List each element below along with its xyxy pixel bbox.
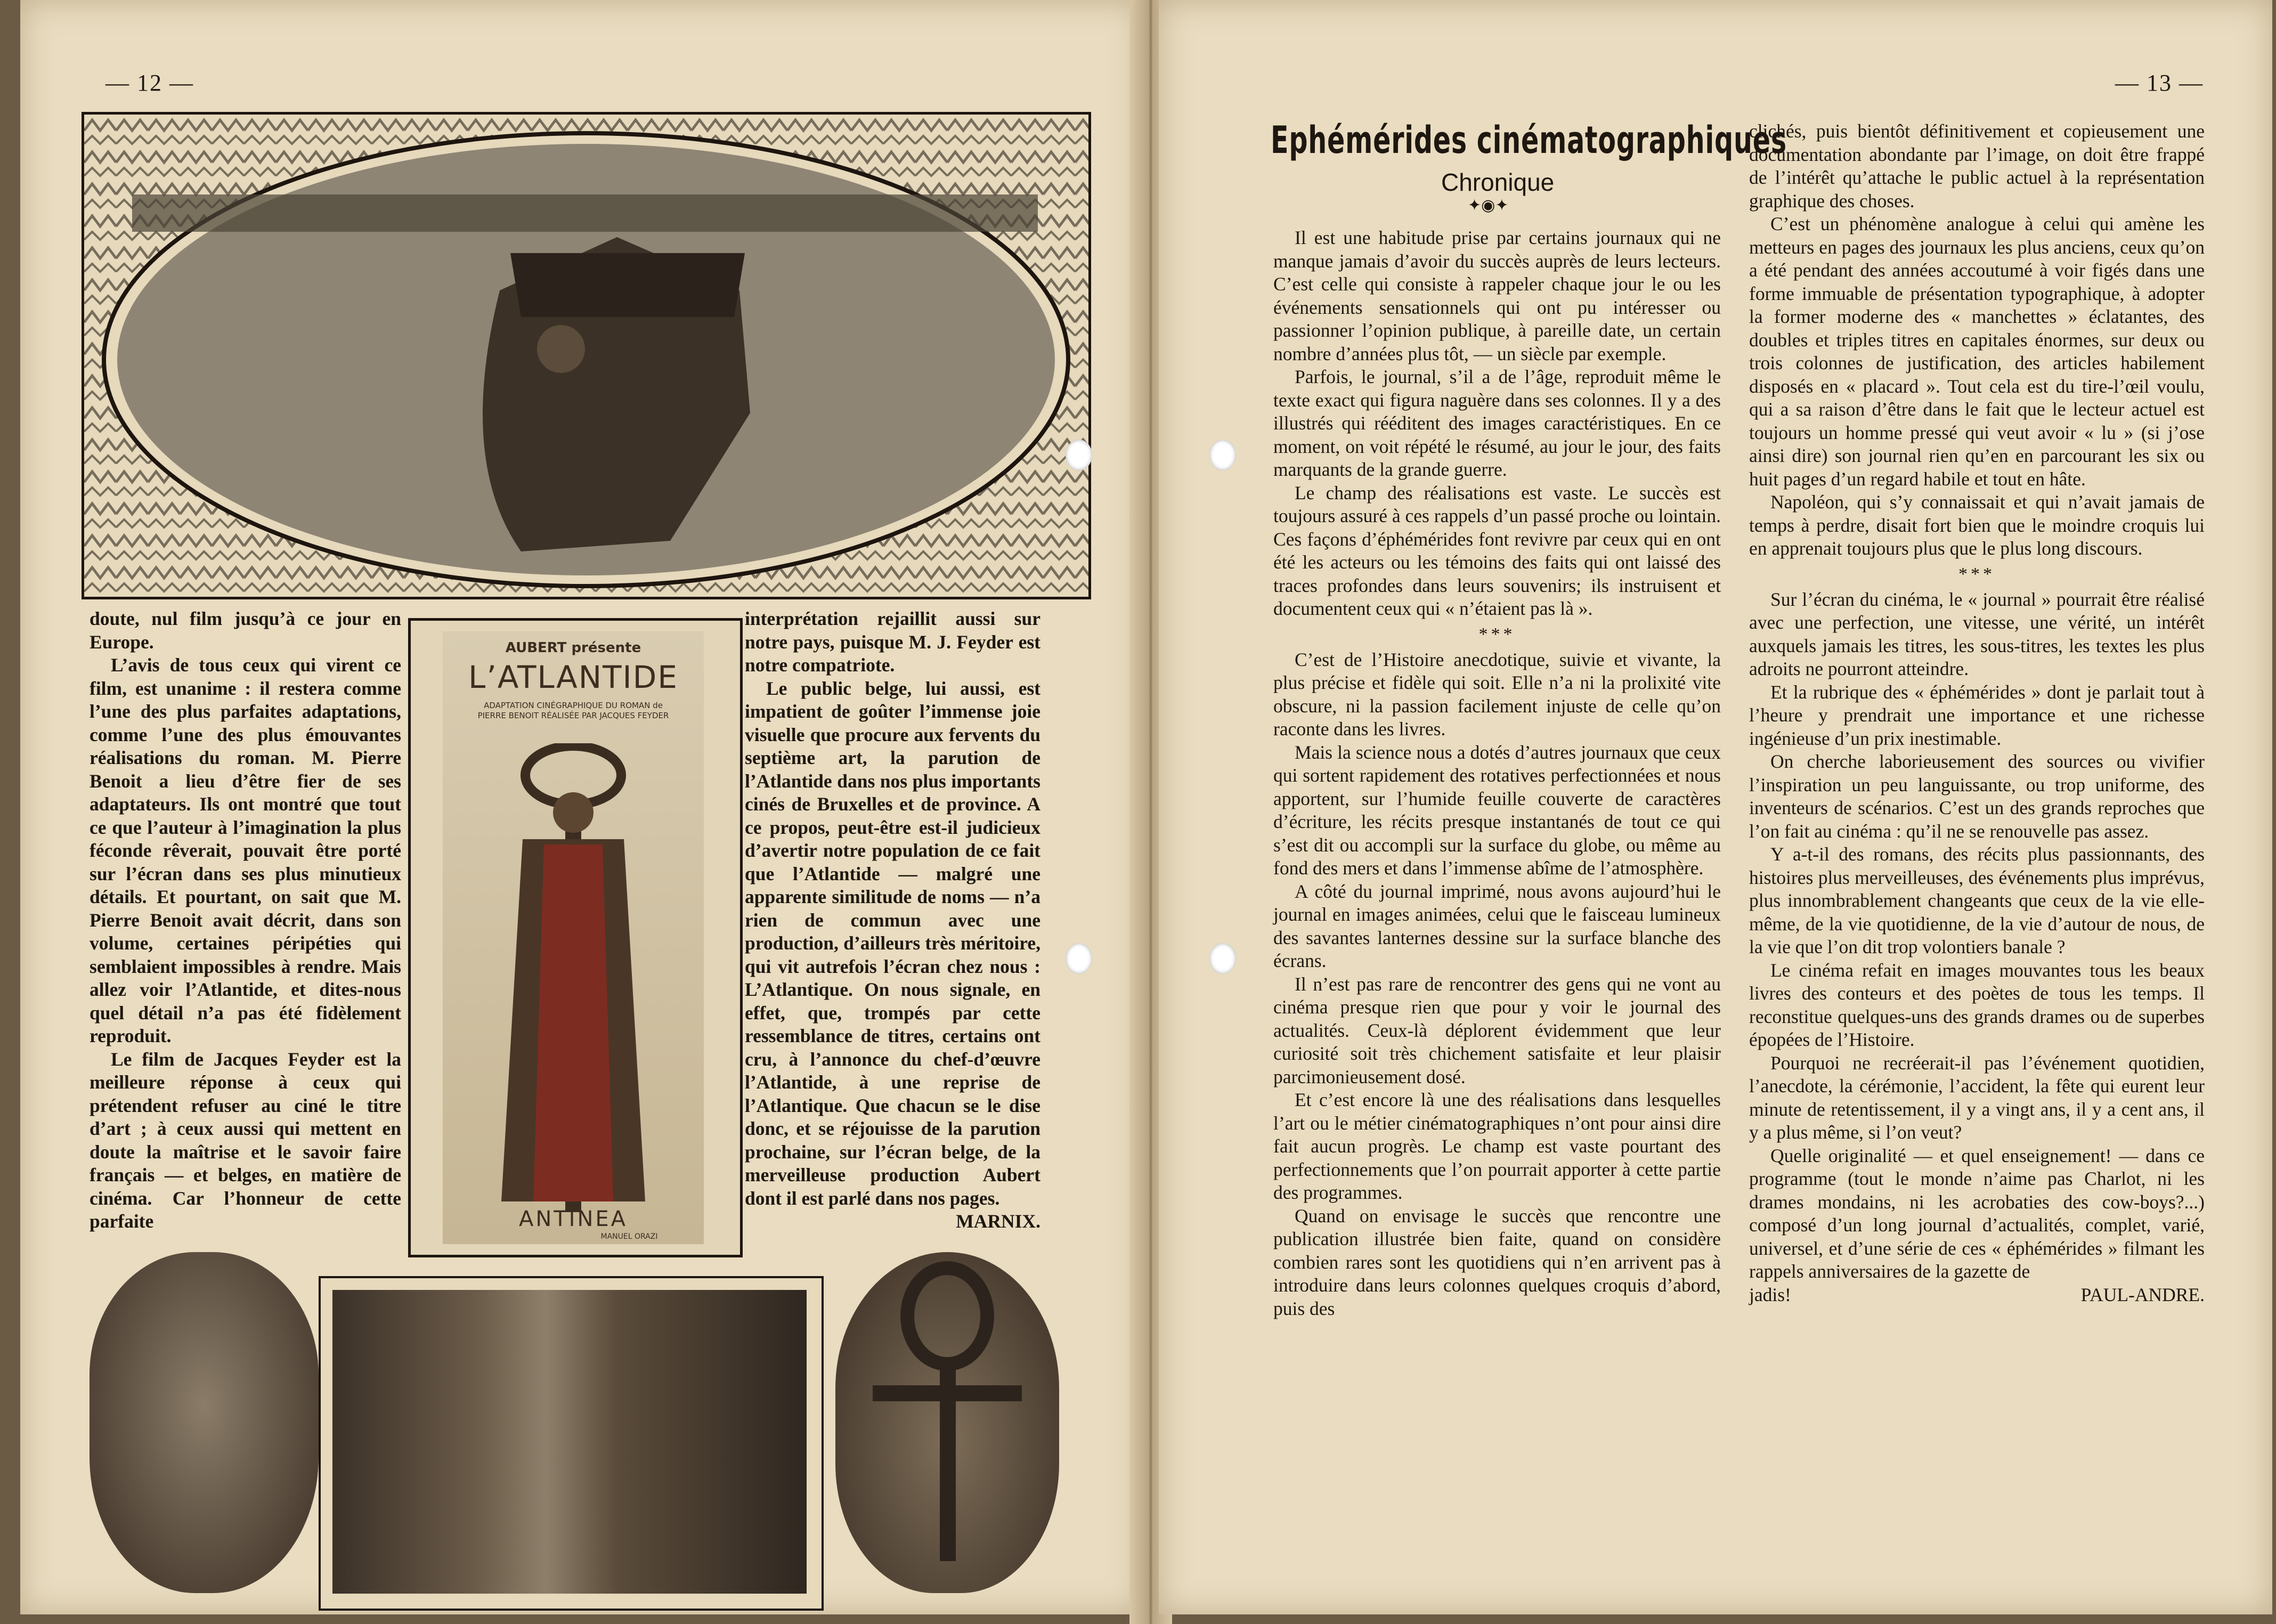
atlantide-poster — [443, 631, 704, 1244]
paragraph: Et c’est encore là une des réalisations dans lesquelles l’art ou le métier cinématographiques n’ont pour ainsi dire fait aucun progrès. Le champ est vaste pourtant des perfectionnements que l’on pourrait apporter à cette partie des programmes. — [1273, 1089, 1721, 1203]
film-still-frame — [319, 1276, 824, 1611]
decorative-border-illustration — [84, 115, 1088, 597]
ankh-relief-image — [835, 1252, 1059, 1593]
paragraph: Y a-t-il des romans, des récits plus passionnants, des histoires plus merveilleuses, des événements plus imprévus, plus innombrablement changeants que ceux de la vie elle-même, de la vie quotidienne, de la vie d’autour de nous, de la vie que l’on dit trop volontiers banale ? — [1749, 843, 2205, 957]
poster-title: L’ATLANTIDE — [468, 659, 678, 695]
page-number: — 12 — — [105, 70, 194, 96]
paragraph: doute, nul film jusqu’à ce jour en Europe. — [90, 608, 401, 653]
paragraph: A côté du journal imprimé, nous avons aujourd’hui le journal en images animées, celui que le faisceau lumineux des savantes lanternes dessine sur la surface blanche des écrans. — [1273, 880, 1721, 971]
closing-line — [1749, 1284, 2205, 1307]
antinea-figure-illustration — [464, 743, 682, 1212]
poster-credits: ADAPTATION CINÉGRAPHIQUE DU ROMAN de PIERRE BENOIT RÉALISÉE PAR JACQUES FEYDER — [477, 701, 669, 720]
article-column-1 — [90, 607, 401, 1233]
left-page — [20, 0, 1142, 1614]
section-separator: *** — [1958, 564, 1995, 584]
paragraph: Quand on envisage le succès que rencontre une publication illustrée bien faite, quand on considère combien rares sont les quotidiens qui n’en arrivent pas à introduire dans leurs colonnes quelques croquis d’abord, puis des — [1273, 1205, 1721, 1319]
title-ornament: ✦◉✦ — [1468, 197, 1509, 214]
paragraph: Le public belge, lui aussi, est impatient de goûter l’immense joie visuelle que procure aux fervents du septième art, la parution de l’Atlantide dans nos plus importants cinés de Bruxelles et de province. A ce propos, peut-être est-il judicieux d’avertir notre population de ce fait que l’Atlantide — malgré une apparente similitude de noms — n’a rien de commun avec une production, d’ailleurs très méritoire, qui vit autrefois l’écran chez nous : L’Atlantique. On nous signale, en effet, que, trompés par cette ressemblance de titres, certains ont cru, à l’annonce du chef-d’œuvre l’Atlantide, à une reprise de l’Atlantique. Que chacun se le dise donc, et se réjouisse de la parution prochaine, sur l’écran belge, de la merveilleuse production Aubert dont il est parlé dans nos pages. — [745, 677, 1041, 1209]
paragraph: Le film de Jacques Feyder est la meilleure réponse à ceux qui prétendent refuser au ciné le titre d’art ; à ceux aussi qui mettent en doute la maîtrise et le savoir faire français — et belges, en matière de cinéma. Car l’honneur de cette parfaite — [90, 1048, 401, 1232]
paragraph: Le champ des réalisations est vaste. Le succès est toujours assuré à ces rappels d’un passé proche ou lointain. Ces façons d’éphémérides font revivre par ceux qui en ont été les acteurs ou les témoins des faits qui ont laissé des traces profondes dans leurs souvenirs; ils instruisent et documentent ceux qui « n’étaient pas là ». — [1273, 482, 1721, 619]
paragraph: Quelle originalité — et quel enseignement! — dans ce programme (tout le monde n’aime pas Charlot, ni les drames mondains, ni les acrobaties des cow-boys?...) composé d’un long journal d’actualités, complet, varié, universel, et d’une série de ces « éphémérides » filmant les rappels anniversaires de la gazette de — [1749, 1144, 2205, 1282]
paragraph: C’est de l’Histoire anecdotique, suivie et vivante, la plus précise et fidèle qui soit. Elle n’a ni la prolixité vite obscure, ni la passion facilement injuste de celle qu’on raconte dans les livres. — [1273, 648, 1721, 740]
page-number: — 13 — — [2115, 70, 2204, 96]
paragraph: Parfois, le journal, s’il a de l’âge, reproduit même le texte exact qui figura naguère dans ses colonnes. Il y a des illustrés qui rééditent des images caractéristiques. En ce moment, on voit répété le résumé, au jour le jour, des faits marquants de la grande guerre. — [1273, 366, 1721, 480]
author-signature: PAUL-ANDRE. — [2080, 1284, 2205, 1305]
paragraph: C’est un phénomène analogue à celui qui amène les metteurs en pages des journaux les plus anciens, ceux qu’on a été pendant des années accoutumé à voir figés dans une forme immuable de présentation typographique, à adopter la former moderne des « manchettes » éclatantes, des doubles et triples titres en capitales énormes, sur deux ou trois colonnes de justification, des articles habilement disposés en « placard ». Tout cela est du tire-l’œil voulu, qui a sa raison d’être dans le fait que le lecteur actuel est toujours un homme pressé qui veut avoir « lu » (si j’ose ainsi dire) son journal rien qu’en en parcourant les six ou huit pages d’un regard habile et tout en hâte. — [1749, 213, 2205, 490]
ship-illustration-frame — [82, 112, 1091, 599]
closing-word: jadis! — [1749, 1284, 1791, 1305]
ankh-icon — [835, 1252, 1059, 1593]
paragraph: L’avis de tous ceux qui virent ce film, est unanime : il restera comme l’une des plus parfaites adaptations, comme l’une des plus émouvantes réalisations du roman. M. Pierre Benoit a lieu d’être fier de ses adaptateurs. Ils ont montré que tout ce que l’auteur à l’imagination la plus féconde rêverait, pouvait être porté sur l’écran dans ses plus minutieux détails. Et pourtant, on sait que M. Pierre Benoit avait décrit, dans son volume, certaines péripéties qui semblaient impossibles à rendre. Mais allez voir l’Atlantide, et dites-nous quel détail n’a pas été fidèlement reproduit. — [90, 654, 401, 1046]
article-column-3 — [745, 607, 1041, 1233]
film-still-image — [332, 1290, 807, 1594]
poster-presenter: AUBERT présente — [505, 640, 641, 656]
paragraph: interprétation rejaillit aussi sur notre pays, puisque M. J. Feyder est notre compatriote. — [745, 608, 1041, 676]
paragraph: clichés, puis bientôt définitivement et copieusement une documentation abondante par l’image, on doit être frappé de l’intérêt qu’attache le public actuel à la représentation graphique des choses. — [1749, 120, 2205, 212]
author-signature: MARNIX. — [956, 1211, 1041, 1232]
paragraph: Il est une habitude prise par certains journaux qui ne manque jamais d’avoir du succès auprès de leurs lecteurs. C’est celle qui consiste à rappeler chaque jour le ou les événements sensationnels qui ont pu intéresser ou passionner l’opinion publique, à pareille date, un certain nombre d’années plus tôt, — un siècle par exemple. — [1273, 227, 1721, 364]
article-column-2 — [1749, 120, 2205, 1306]
atlantide-poster-frame — [408, 618, 743, 1257]
right-page — [1159, 0, 2272, 1614]
paragraph: Sur l’écran du cinéma, le « journal » pourrait être réalisé avec une perfection, une vitesse, une vérité, un intérêt auxquels jamais les titres, les sous-titres, les textes les plus adroits ne pourront atteindre. — [1749, 588, 2205, 679]
article-title: Ephémérides cinématographiques — [1271, 118, 1787, 162]
paragraph: Napoléon, qui s’y connaissait et qui n’avait jamais de temps à perdre, disait fort bien que le moindre croquis lui en apprenait toujours plus que le plus long discours. — [1749, 491, 2205, 559]
paragraph: Le cinéma refait en images mouvantes tous les beaux livres des conteurs et des poètes de tous les temps. Il reconstitue quelques-uns des grands drames ou de superbes épopées de l’Histoire. — [1749, 959, 2205, 1050]
paragraph: Mais la science nous a dotés d’autres journaux que ceux qui sortent rapidement des rotatives perfectionnées et nous apportent, sur l’humide feuille couverte de caractères d’écriture, les récits presque instantanés de tout ce qui s’est dit ou accompli sur la surface du globe, ou même au fond des mers et dans l’immense abîme de l’atmosphère. — [1273, 741, 1721, 879]
paragraph: On cherche laborieusement des sources ou vivifier l’inspiration un peu languissante, ou trop uniforme, des inventeurs de scénarios. C’est un des grands reproches que l’on fait au cinéma : qu’il ne se renouvelle pas assez. — [1749, 751, 2205, 842]
binding-hole — [1209, 943, 1236, 974]
poster-artist: MANUEL ORAZI — [600, 1232, 658, 1241]
paragraph: Et la rubrique des « éphémérides » dont je parlait tout à l’heure y prendrait une importance et une richesse ingénieuse d’un prix inestimable. — [1749, 681, 2205, 749]
article-subtitle: Chronique — [1441, 168, 1555, 196]
binding-hole — [1066, 440, 1092, 470]
binding-hole — [1066, 943, 1092, 974]
coin-relief-image — [90, 1252, 319, 1593]
article-column-1 — [1273, 226, 1721, 1320]
paragraph: Il n’est pas rare de rencontrer des gens qui ne vont au cinéma presque rien que pour y voir le journal des actualités. Ceux-là déplorent évidemment que leur curiosité soit très chichement satisfaite et leur plaisir parcimonieusement dosé. — [1273, 973, 1721, 1087]
section-separator: *** — [1478, 624, 1516, 644]
paragraph: Pourquoi ne recréerait-il pas l’événement quotidien, l’anecdote, la cérémonie, l’accident, la fête qui eurent leur minute de retentissement, il y a vingt ans, il y a cent ans, il y a plus même, si l’on veut? — [1749, 1052, 2205, 1143]
binding-hole — [1209, 440, 1236, 470]
poster-antinea-label: ANTINEA — [518, 1207, 628, 1231]
